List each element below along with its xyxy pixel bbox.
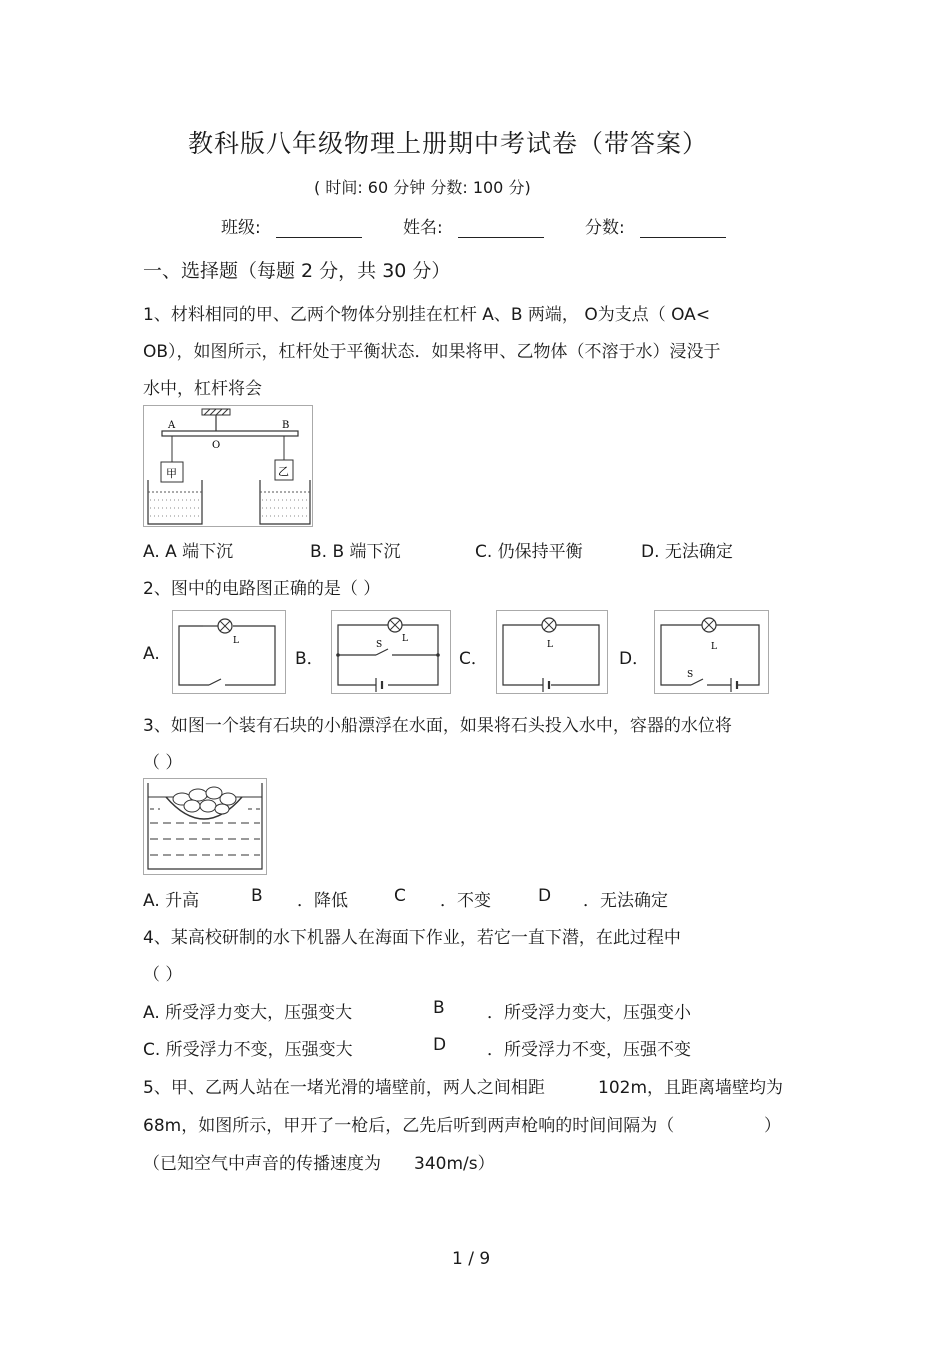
q5-line3b: 340m/s） — [414, 1154, 495, 1174]
lamp-label: L — [711, 642, 717, 652]
q3-line2: （ ） — [143, 753, 183, 773]
q3-option-c[interactable]: ．不变 — [440, 891, 491, 911]
q3-option-b[interactable]: ．降低 — [297, 891, 348, 911]
ceiling-mount — [202, 409, 230, 431]
q2-option-b-label[interactable]: B． — [295, 649, 324, 669]
lamp-icon — [702, 618, 716, 632]
q2-line1: 2、图中的电路图正确的是（ ） — [143, 579, 381, 599]
q1-option-c[interactable]: C. 仍保持平衡 — [475, 542, 583, 562]
battery-icon — [543, 678, 549, 692]
q1-line2: OB），如图所示，杠杆处于平衡状态．如果将甲、乙物体（不溶于水）浸没于 — [143, 342, 721, 362]
lamp-label: L — [547, 640, 553, 650]
left-beaker — [148, 480, 202, 524]
right-beaker — [260, 480, 310, 524]
q4-line1: 4、某高校研制的水下机器人在海面下作业，若它一直下潜，在此过程中 — [143, 928, 681, 948]
switch-label: S — [376, 640, 383, 650]
page-number: 1 / 9 — [452, 1249, 491, 1269]
class-label: 班级: — [221, 218, 261, 238]
q4-option-d-letter[interactable]: D — [433, 1035, 447, 1055]
circuit-b-figure[interactable] — [331, 610, 451, 694]
battery-icon — [376, 678, 382, 692]
q3-option-d-letter[interactable]: D — [538, 886, 552, 906]
lamp-icon — [218, 619, 232, 633]
exam-time-info: ( 时间: 60 分钟 分数: 100 分) — [314, 178, 531, 197]
label-a: A — [168, 420, 176, 431]
q4-line2: （ ） — [143, 965, 183, 985]
name-label: 姓名: — [403, 218, 443, 238]
q1-option-b[interactable]: B. B 端下沉 — [310, 542, 401, 562]
lamp-icon — [388, 618, 402, 632]
q4-option-c[interactable]: C. 所受浮力不变，压强变大 — [143, 1040, 353, 1060]
battery-icon — [731, 678, 737, 692]
q4-option-b-letter[interactable]: B — [433, 998, 445, 1018]
circuit-c-figure[interactable] — [496, 610, 608, 694]
q1-line1: 1、材料相同的甲、乙两个物体分别挂在杠杆 A、B 两端， O为支点（ OA< — [143, 305, 711, 325]
q5-line2b: ） — [764, 1116, 781, 1136]
q2-option-a-label[interactable]: A. — [143, 644, 160, 664]
q2-option-c-label[interactable]: C． — [459, 649, 488, 669]
class-blank[interactable] — [276, 219, 362, 238]
q5-line2a: 68m，如图所示，甲开了一枪后，乙先后听到两声枪响的时间间隔为（ — [143, 1116, 675, 1136]
q5-line3a: （已知空气中声音的传播速度为 — [143, 1154, 381, 1174]
name-field — [403, 213, 544, 238]
label-yi: 乙 — [278, 465, 289, 478]
section-heading: 一、选择题（每题 2 分，共 30 分） — [143, 260, 451, 282]
name-blank[interactable] — [458, 219, 544, 238]
circuit-a-figure[interactable] — [172, 610, 286, 694]
q2-option-d-label[interactable]: D． — [619, 649, 650, 669]
label-b: B — [282, 420, 290, 431]
q1-option-d[interactable]: D. 无法确定 — [641, 542, 733, 562]
boat-figure — [143, 778, 267, 875]
score-label: 分数: — [585, 218, 625, 238]
q3-option-c-letter[interactable]: C — [394, 886, 406, 906]
lever-bar — [162, 431, 298, 436]
q1-option-a[interactable]: A. A 端下沉 — [143, 542, 234, 562]
lamp-label: L — [402, 634, 408, 644]
lever-figure — [143, 405, 313, 527]
boat-icon — [166, 787, 242, 819]
q4-option-b[interactable]: ．所受浮力变大，压强变小 — [487, 1003, 691, 1023]
page-title: 教科版八年级物理上册期中考试卷（带答案） — [188, 129, 709, 158]
class-field — [221, 213, 362, 238]
score-field — [585, 213, 726, 238]
label-jia: 甲 — [166, 467, 177, 480]
q1-line3: 水中，杠杆将会 — [143, 379, 262, 399]
label-o: O — [212, 440, 221, 451]
q3-option-a[interactable]: A. 升高 — [143, 891, 200, 911]
lamp-label: L — [233, 636, 239, 646]
lamp-icon — [542, 618, 556, 632]
q4-option-a[interactable]: A. 所受浮力变大，压强变大 — [143, 1003, 353, 1023]
q3-option-d[interactable]: ．无法确定 — [583, 891, 668, 911]
circuit-d-figure[interactable] — [654, 610, 769, 694]
q5-line1b: 102m，且距离墙壁均为 — [598, 1078, 784, 1098]
q3-line1: 3、如图一个装有石块的小船漂浮在水面，如果将石头投入水中，容器的水位将 — [143, 716, 732, 736]
q5-line1a: 5、甲、乙两人站在一堵光滑的墙壁前，两人之间相距 — [143, 1078, 545, 1098]
q3-option-b-letter[interactable]: B — [251, 886, 263, 906]
q4-option-d[interactable]: ．所受浮力不变，压强不变 — [487, 1040, 691, 1060]
score-blank[interactable] — [640, 219, 726, 238]
switch-label: S — [687, 670, 694, 680]
